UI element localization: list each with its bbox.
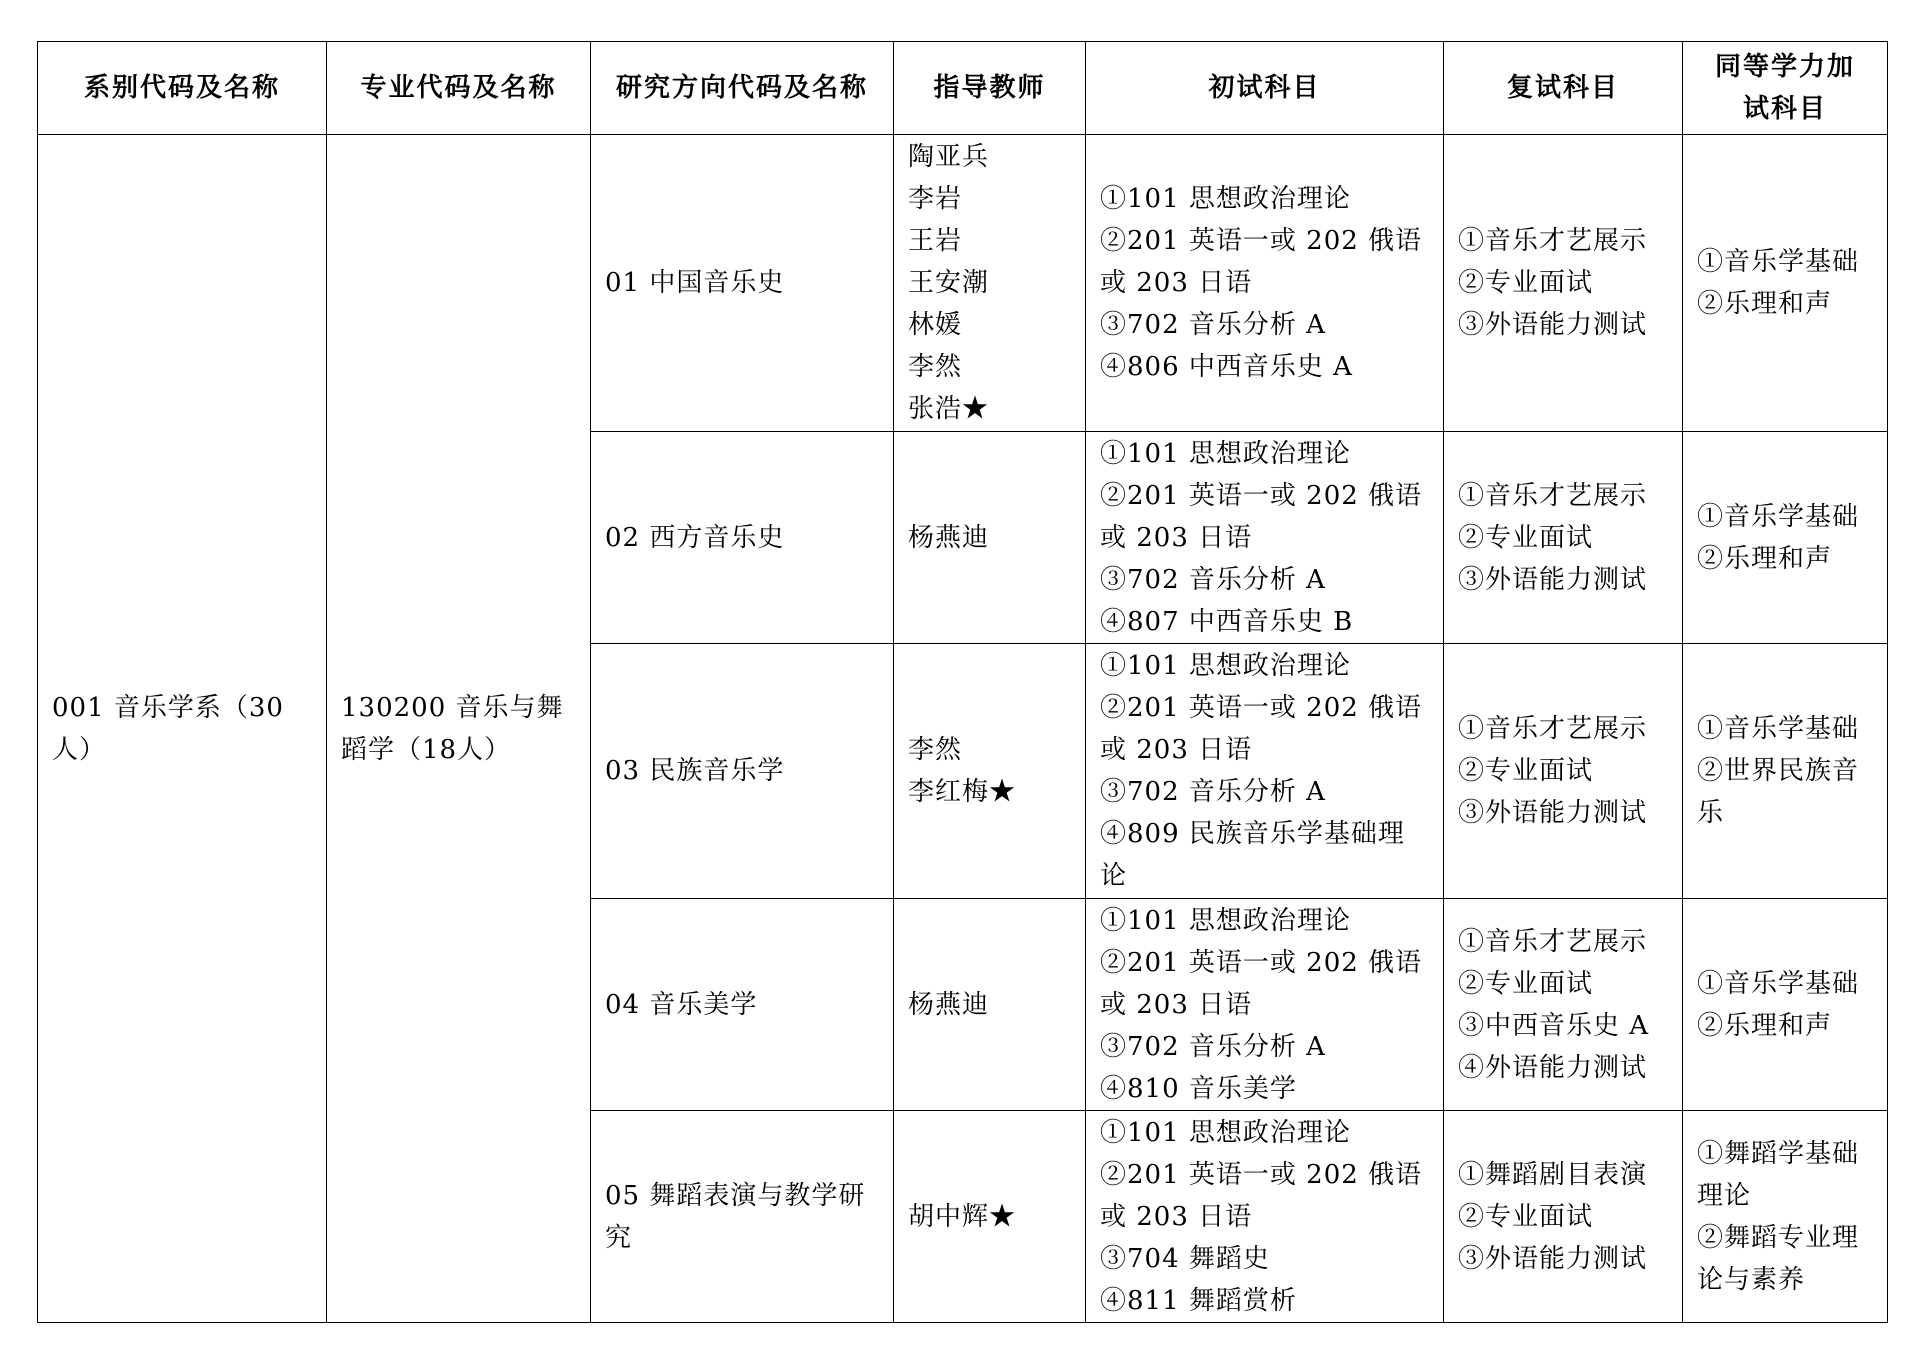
retest-item: ②专业面试 [1458, 268, 1594, 298]
header-additional-exam: 同等学力加试科目 [1683, 42, 1888, 135]
initial-exam-cell [1086, 899, 1444, 1111]
initial-exam-item: ①101 思想政治理论 [1100, 1117, 1351, 1148]
supervisor-cell [894, 432, 1086, 644]
additional-exam-item: ①音乐学基础 [1697, 247, 1860, 277]
direction-cell [591, 899, 894, 1111]
supervisor-name: 李岩 [908, 184, 963, 214]
department-name: 001 音乐学系（30人） [52, 692, 284, 765]
additional-exam-item: ①音乐学基础 [1697, 714, 1860, 744]
supervisor-name: 林媛 [908, 310, 963, 340]
retest-item: ①音乐才艺展示 [1458, 926, 1648, 957]
retest-item: ①音乐才艺展示 [1458, 480, 1648, 511]
initial-exam-item: ③702 音乐分析 A [1100, 777, 1326, 807]
direction-cell [591, 135, 894, 432]
retest-item: ③外语能力测试 [1458, 564, 1648, 595]
additional-exam-item: ②舞蹈专业理论与素养 [1697, 1222, 1860, 1295]
additional-exam-cell [1683, 899, 1888, 1111]
direction-name: 03 民族音乐学 [605, 756, 785, 786]
initial-exam-cell [1086, 644, 1444, 899]
supervisor-name: 李然 [908, 735, 963, 765]
initial-exam-item: ④811 舞蹈赏析 [1100, 1285, 1297, 1316]
direction-cell [591, 644, 894, 899]
supervisor-cell [894, 135, 1086, 432]
supervisor-name: 李然 [908, 352, 963, 382]
direction-name: 05 舞蹈表演与教学研究 [605, 1180, 866, 1253]
additional-exam-item: ②乐理和声 [1697, 1010, 1833, 1041]
retest-item: ②专业面试 [1458, 756, 1594, 786]
retest-cell [1444, 1111, 1683, 1323]
retest-cell [1444, 899, 1683, 1111]
direction-name: 01 中国音乐史 [605, 268, 785, 298]
initial-exam-item: ③702 音乐分析 A [1100, 310, 1326, 340]
retest-cell [1444, 644, 1683, 899]
department-cell [38, 135, 327, 1323]
initial-exam-item: ②201 英语一或 202 俄语或 203 日语 [1100, 226, 1423, 298]
retest-item: ④外语能力测试 [1458, 1052, 1648, 1083]
retest-item: ①音乐才艺展示 [1458, 226, 1648, 256]
initial-exam-item: ④806 中西音乐史 A [1100, 352, 1353, 382]
retest-item: ②专业面试 [1458, 522, 1594, 553]
major-name: 130200 音乐与舞蹈学（18人） [341, 692, 564, 765]
additional-exam-cell [1683, 644, 1888, 899]
direction-name: 04 音乐美学 [605, 989, 758, 1020]
supervisor-name: 王安潮 [908, 268, 990, 298]
initial-exam-item: ②201 英语一或 202 俄语或 203 日语 [1100, 693, 1423, 765]
additional-exam-item: ②乐理和声 [1697, 543, 1833, 574]
retest-item: ③外语能力测试 [1458, 1243, 1648, 1274]
supervisor-name: 张浩★ [908, 394, 990, 424]
initial-exam-item: ②201 英语一或 202 俄语或 203 日语 [1100, 480, 1423, 553]
initial-exam-item: ①101 思想政治理论 [1100, 905, 1351, 936]
direction-cell [591, 1111, 894, 1323]
additional-exam-item: ①音乐学基础 [1697, 501, 1860, 532]
direction-cell [591, 432, 894, 644]
retest-item: ①音乐才艺展示 [1458, 714, 1648, 744]
initial-exam-item: ①101 思想政治理论 [1100, 438, 1351, 469]
additional-exam-cell [1683, 432, 1888, 644]
header-direction: 研究方向代码及名称 [591, 42, 894, 135]
additional-exam-item: ②世界民族音乐 [1697, 756, 1860, 828]
retest-cell [1444, 432, 1683, 644]
supervisor-cell [894, 1111, 1086, 1323]
header-major: 专业代码及名称 [327, 42, 591, 135]
initial-exam-item: ③704 舞蹈史 [1100, 1243, 1270, 1274]
admissions-table [37, 41, 1888, 1323]
additional-exam-item: ②乐理和声 [1697, 289, 1833, 319]
retest-item: ②专业面试 [1458, 1201, 1594, 1232]
header-supervisor: 指导教师 [894, 42, 1086, 135]
retest-item: ②专业面试 [1458, 968, 1594, 999]
initial-exam-item: ④807 中西音乐史 B [1100, 606, 1354, 637]
initial-exam-item: ③702 音乐分析 A [1100, 1031, 1326, 1062]
supervisor-name: 李红梅★ [908, 777, 1017, 807]
retest-item: ③中西音乐史 A [1458, 1010, 1650, 1041]
supervisor-cell [894, 899, 1086, 1111]
initial-exam-item: ②201 英语一或 202 俄语或 203 日语 [1100, 947, 1423, 1020]
initial-exam-item: ①101 思想政治理论 [1100, 651, 1351, 681]
header-retest: 复试科目 [1444, 42, 1683, 135]
additional-exam-cell [1683, 1111, 1888, 1323]
header-initial-exam: 初试科目 [1086, 42, 1444, 135]
initial-exam-cell [1086, 432, 1444, 644]
initial-exam-item: ①101 思想政治理论 [1100, 184, 1351, 214]
initial-exam-cell [1086, 135, 1444, 432]
retest-item: ①舞蹈剧目表演 [1458, 1159, 1648, 1190]
major-cell [327, 135, 591, 1323]
additional-exam-item: ①舞蹈学基础理论 [1697, 1138, 1860, 1211]
table-row [38, 135, 1888, 432]
initial-exam-item: ②201 英语一或 202 俄语或 203 日语 [1100, 1159, 1423, 1232]
retest-item: ③外语能力测试 [1458, 310, 1648, 340]
retest-item: ③外语能力测试 [1458, 798, 1648, 828]
initial-exam-item: ④810 音乐美学 [1100, 1073, 1297, 1104]
additional-exam-item: ①音乐学基础 [1697, 968, 1860, 999]
direction-name: 02 西方音乐史 [605, 522, 785, 553]
retest-cell [1444, 135, 1683, 432]
header-department: 系别代码及名称 [38, 42, 327, 135]
supervisor-name: 陶亚兵 [908, 142, 990, 172]
initial-exam-cell [1086, 1111, 1444, 1323]
supervisor-name: 杨燕迪 [908, 522, 990, 553]
initial-exam-item: ③702 音乐分析 A [1100, 564, 1326, 595]
supervisor-cell [894, 644, 1086, 899]
supervisor-name: 杨燕迪 [908, 989, 990, 1020]
additional-exam-cell [1683, 135, 1888, 432]
supervisor-name: 胡中辉★ [908, 1201, 1017, 1232]
initial-exam-item: ④809 民族音乐学基础理论 [1100, 819, 1405, 891]
header-row [38, 42, 1888, 135]
supervisor-name: 王岩 [908, 226, 963, 256]
